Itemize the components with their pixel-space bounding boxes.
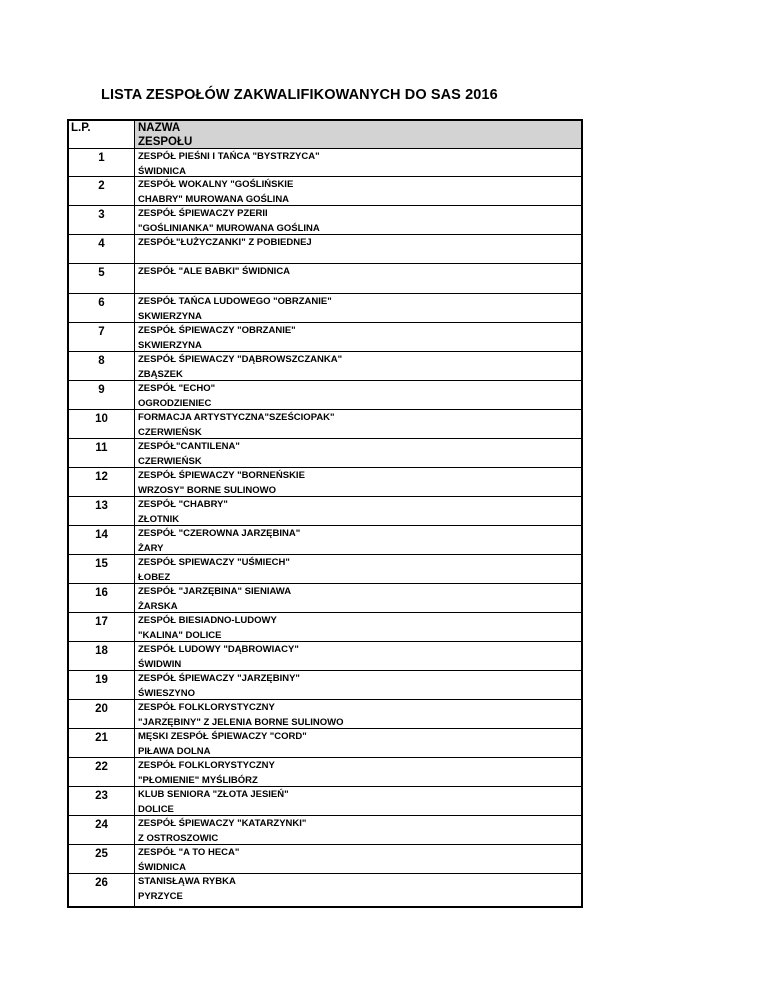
team-name-line: CZERWIEŃSK: [138, 455, 202, 467]
team-name-line: "KALINA" DOLICE: [138, 629, 222, 641]
table-row: [69, 439, 581, 468]
page-title: LISTA ZESPOŁÓW ZAKWALIFIKOWANYCH DO SAS 2016: [101, 87, 498, 103]
table-row: [69, 235, 581, 264]
team-name-line: ZESPÓŁ ŚPIEWACZY "KATARZYNKI": [138, 818, 307, 829]
team-name-line: ZESPÓŁ "A TO HECA": [138, 847, 240, 858]
team-name: [135, 700, 581, 729]
table-header: [69, 119, 581, 149]
team-name-line: ŚWIDNICA: [138, 165, 187, 177]
team-name-line: CZERWIEŃSK: [138, 426, 202, 438]
table-row: [69, 206, 581, 235]
row-number: 26: [69, 874, 135, 906]
team-name-line: ŚWIDWIN: [138, 658, 182, 670]
row-number: 16: [69, 584, 135, 613]
team-name-line: ZESPÓŁ LUDOWY "DĄBROWIACY": [138, 644, 299, 655]
teams-table: [67, 119, 583, 908]
row-number: 6: [69, 294, 135, 323]
team-name-line: ZBĄSZEK: [138, 368, 183, 380]
team-name-line: MĘSKI ZESPÓŁ ŚPIEWACZY "CORD": [138, 731, 307, 742]
team-name: [135, 410, 581, 439]
team-name: [135, 584, 581, 613]
row-number: 25: [69, 845, 135, 874]
team-name-line: WRZOSY" BORNE SULINOWO: [138, 484, 277, 496]
team-name-line: ZESPÓŁ PIEŚNI I TAŃCA "BYSTRZYCA": [138, 151, 320, 162]
table-row: [69, 700, 581, 729]
table-row: [69, 758, 581, 787]
header-name: [135, 121, 581, 148]
team-name-line: ZESPÓŁ FOLKLORYSTYCZNY: [138, 760, 275, 771]
team-name-line: ZESPÓŁ "JARZĘBINA" SIENIAWA: [138, 586, 292, 597]
table-row: [69, 642, 581, 671]
row-number: 15: [69, 555, 135, 584]
team-name-line: ZESPÓŁ ŚPIEWACZY PZERII: [138, 208, 268, 219]
team-name-line: PYRZYCE: [138, 890, 183, 902]
table-row: [69, 729, 581, 758]
team-name-line: OGRODZIENIEC: [138, 397, 212, 409]
team-name: [135, 206, 581, 235]
table-row: [69, 468, 581, 497]
team-name: [135, 439, 581, 468]
team-name: [135, 352, 581, 381]
row-number: 21: [69, 729, 135, 758]
table-row: [69, 294, 581, 323]
team-name: [135, 468, 581, 497]
table-row: [69, 613, 581, 642]
table-row: [69, 845, 581, 874]
row-number: 14: [69, 526, 135, 555]
row-number: 4: [69, 235, 135, 264]
team-name-line: ZESPÓŁ "CZEROWNA JARZĘBINA": [138, 528, 301, 539]
team-name-line: ZESPÓŁ SPIEWACZY "UŚMIECH": [138, 557, 290, 568]
team-name-line: ZŁOTNIK: [138, 513, 180, 525]
row-number: 24: [69, 816, 135, 845]
row-number: 23: [69, 787, 135, 816]
row-number: 3: [69, 206, 135, 235]
team-name-line: "JARZĘBINY" Z JELENIA BORNE SULINOWO: [138, 716, 344, 728]
team-name-line: ŁOBEZ: [138, 571, 171, 583]
row-number: 19: [69, 671, 135, 700]
team-name: [135, 816, 581, 845]
team-name-line: ZESPÓŁ"CANTILENA": [138, 441, 240, 452]
table-row: [69, 323, 581, 352]
team-name-line: KLUB SENIORA "ZŁOTA JESIEŃ": [138, 789, 289, 800]
team-name-line: ŚWIDNICA: [138, 861, 187, 873]
team-name-line: ZESPÓŁ WOKALNY "GOŚLIŃSKIE: [138, 179, 294, 190]
team-name-line: ZESPÓŁ ŚPIEWACZY "BORNEŃSKIE: [138, 470, 305, 481]
team-name-line: "PŁOMIENIE" MYŚLIBÓRZ: [138, 774, 258, 786]
team-name: [135, 555, 581, 584]
team-name-line: ZESPÓŁ "CHABRY": [138, 499, 228, 510]
team-name-line: ŻARSKA: [138, 600, 178, 612]
row-number: 22: [69, 758, 135, 787]
team-name: [135, 642, 581, 671]
team-name-line: ZESPÓŁ ŚPIEWACZY "OBRZANIE": [138, 325, 296, 336]
team-name: [135, 787, 581, 816]
team-name: [135, 381, 581, 410]
table-row: [69, 352, 581, 381]
row-number: 20: [69, 700, 135, 729]
team-name-line: ŚWIESZYNO: [138, 687, 196, 699]
table-row: [69, 177, 581, 206]
table-row: [69, 381, 581, 410]
team-name-line: ZESPÓŁ FOLKLORYSTYCZNY: [138, 702, 275, 713]
row-number: 10: [69, 410, 135, 439]
table-row: [69, 584, 581, 613]
table-row: [69, 149, 581, 177]
team-name: [135, 613, 581, 642]
team-name: [135, 149, 581, 177]
team-name-line: ZESPÓŁ "ALE BABKI" ŚWIDNICA: [138, 266, 291, 277]
row-number: 13: [69, 497, 135, 526]
table-row: [69, 671, 581, 700]
team-name-line: FORMACJA ARTYSTYCZNA"SZEŚCIOPAK": [138, 412, 335, 423]
row-number: 17: [69, 613, 135, 642]
team-name-line: Z OSTROSZOWIC: [138, 832, 219, 844]
row-number: 5: [69, 264, 135, 294]
team-name-line: PIŁAWA DOLNA: [138, 745, 211, 757]
row-number: 7: [69, 323, 135, 352]
team-name: [135, 177, 581, 206]
team-name-line: "GOŚLINIANKA" MUROWANA GOŚLINA: [138, 222, 320, 234]
team-name: [135, 758, 581, 787]
team-name: [135, 671, 581, 700]
header-lp: L.P.: [69, 121, 135, 148]
team-name: [135, 235, 581, 264]
team-name: [135, 497, 581, 526]
table-row: [69, 526, 581, 555]
team-name: [135, 874, 581, 906]
row-number: 8: [69, 352, 135, 381]
row-number: 2: [69, 177, 135, 206]
table-row: [69, 555, 581, 584]
team-name-line: ZESPÓŁ"ŁUŻYCZANKI" Z POBIEDNEJ: [138, 237, 312, 248]
team-name: [135, 526, 581, 555]
team-name: [135, 264, 581, 294]
team-name-line: SKWIERZYNA: [138, 339, 202, 351]
team-name: [135, 294, 581, 323]
table-row: [69, 497, 581, 526]
team-name: [135, 729, 581, 758]
table-row: [69, 816, 581, 845]
row-number: 9: [69, 381, 135, 410]
team-name-line: ŻARY: [138, 542, 164, 554]
team-name-line: CHABRY" MUROWANA GOŚLINA: [138, 193, 290, 205]
row-number: 11: [69, 439, 135, 468]
team-name-line: ZESPÓŁ BIESIADNO-LUDOWY: [138, 615, 277, 626]
table-row: [69, 410, 581, 439]
table-row: [69, 874, 581, 906]
table-row: [69, 264, 581, 294]
team-name-line: ZESPÓŁ ŚPIEWACZY "JARZĘBINY": [138, 673, 300, 684]
team-name-line: STANISŁĄWA RYBKA: [138, 876, 236, 887]
row-number: 18: [69, 642, 135, 671]
table-row: [69, 787, 581, 816]
team-name: [135, 845, 581, 874]
team-name: [135, 323, 581, 352]
team-name-line: DOLICE: [138, 803, 174, 815]
team-name-line: ZESPÓŁ "ECHO": [138, 383, 216, 394]
team-name-line: SKWIERZYNA: [138, 310, 202, 322]
header-name-text: NAZWA ZESPOŁU: [138, 122, 193, 148]
team-name-line: ZESPÓŁ TAŃCA LUDOWEGO "OBRZANIE": [138, 296, 332, 307]
row-number: 12: [69, 468, 135, 497]
row-number: 1: [69, 149, 135, 177]
team-name-line: ZESPÓŁ ŚPIEWACZY "DĄBROWSZCZANKA": [138, 354, 343, 365]
